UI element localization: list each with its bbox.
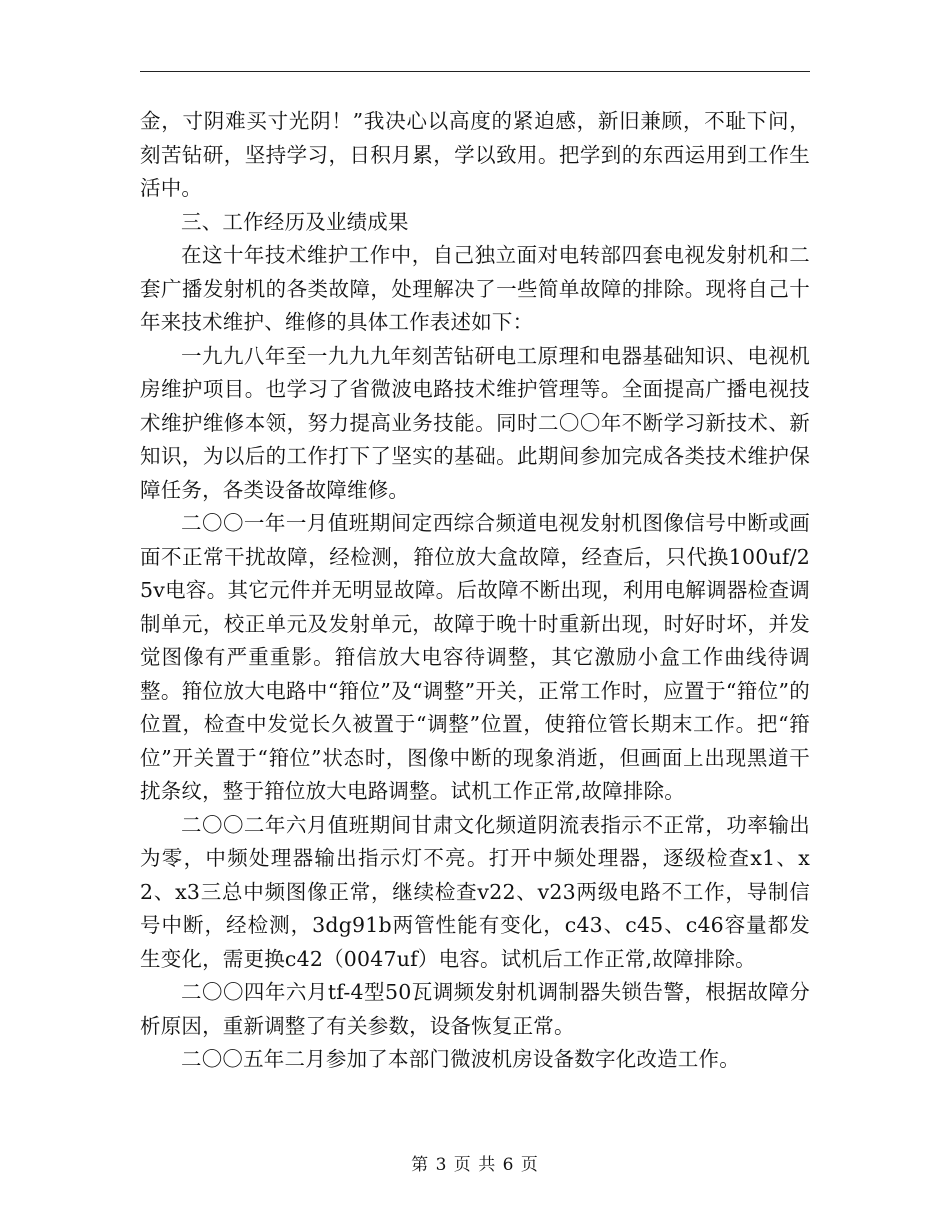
document-body (140, 105, 810, 1077)
header-rule (140, 71, 810, 72)
page-number: 第 3 页 共 6 页 (411, 1155, 539, 1175)
paragraph-7: 二〇〇五年二月参加了本部门微波机房设备数字化改造工作。 (181, 1047, 740, 1071)
paragraph-2: 在这十年技术维护工作中，自己独立面对电转部四套电视发射机和二套广播发射机的各类故障，处理解决了一些简单故障的排除。现将自己十年来技术维护、维修的具体工作表述如下： (140, 243, 810, 334)
paragraph-1: 金，寸阴难买寸光阴！”我决心以高度的紧迫感，新旧兼顾，不耻下问，刻苦钻研，坚持学习，日积月累，学以致用。把学到的东西运用到工作生活中。 (140, 109, 810, 200)
section-heading: 三、工作经历及业绩成果 (181, 209, 409, 234)
paragraph-4: 二〇〇一年一月值班期间定西综合频道电视发射机图像信号中断或画面不正常干扰故障，经检测，箝位放大盒故障，经查后，只代换100uf/25v电容。其它元件并无明显故障。后故障不断出现，利用电解调器检查调制单元，校正单元及发射单元，故障于晚十时重新出现，时好时坏，并发觉图像有严重重影。箝信放大电容待调整，其它激励小盒工作曲线待调整。箝位放大电路中“箝位”及“调整”开关，正常工作时，应置于“箝位”的位置，检查中发觉长久被置于“调整”位置，使箝位管长期末工作。把“箝位”开关置于“箝位”状态时，图像中断的现象消逝，但画面上出现黑道干扰条纹，整于箝位放大电路调整。试机工作正常,故障排除。 (140, 511, 810, 803)
paragraph-3: 一九九八年至一九九九年刻苦钻研电工原理和电器基础知识、电视机房维护项目。也学习了省微波电路技术维护管理等。全面提高广播电视技术维护维修本领，努力提高业务技能。同时二〇〇年不断学习新技术、新知识，为以后的工作打下了坚实的基础。此期间参加完成各类技术维护保障任务，各类设备故障维修。 (140, 343, 810, 502)
paragraph-5: 二〇〇二年六月值班期间甘肃文化频道阴流表指示不正常，功率输出为零，中频处理器输出指示灯不亮。打开中频处理器，逐级检查x1、x2、x3三总中频图像正常，继续检查v22、v23两级电路不工作，导制信号中断，经检测，3dg91b两管性能有变化，c43、c45、c46容量都发生变化，需更换c42（0047uf）电容。试机后工作正常,故障排除。 (140, 812, 810, 971)
paragraph-6: 二〇〇四年六月tf-4型50瓦调频发射机调制器失锁告警，根据故障分析原因，重新调整了有关参数，设备恢复正常。 (140, 980, 810, 1038)
